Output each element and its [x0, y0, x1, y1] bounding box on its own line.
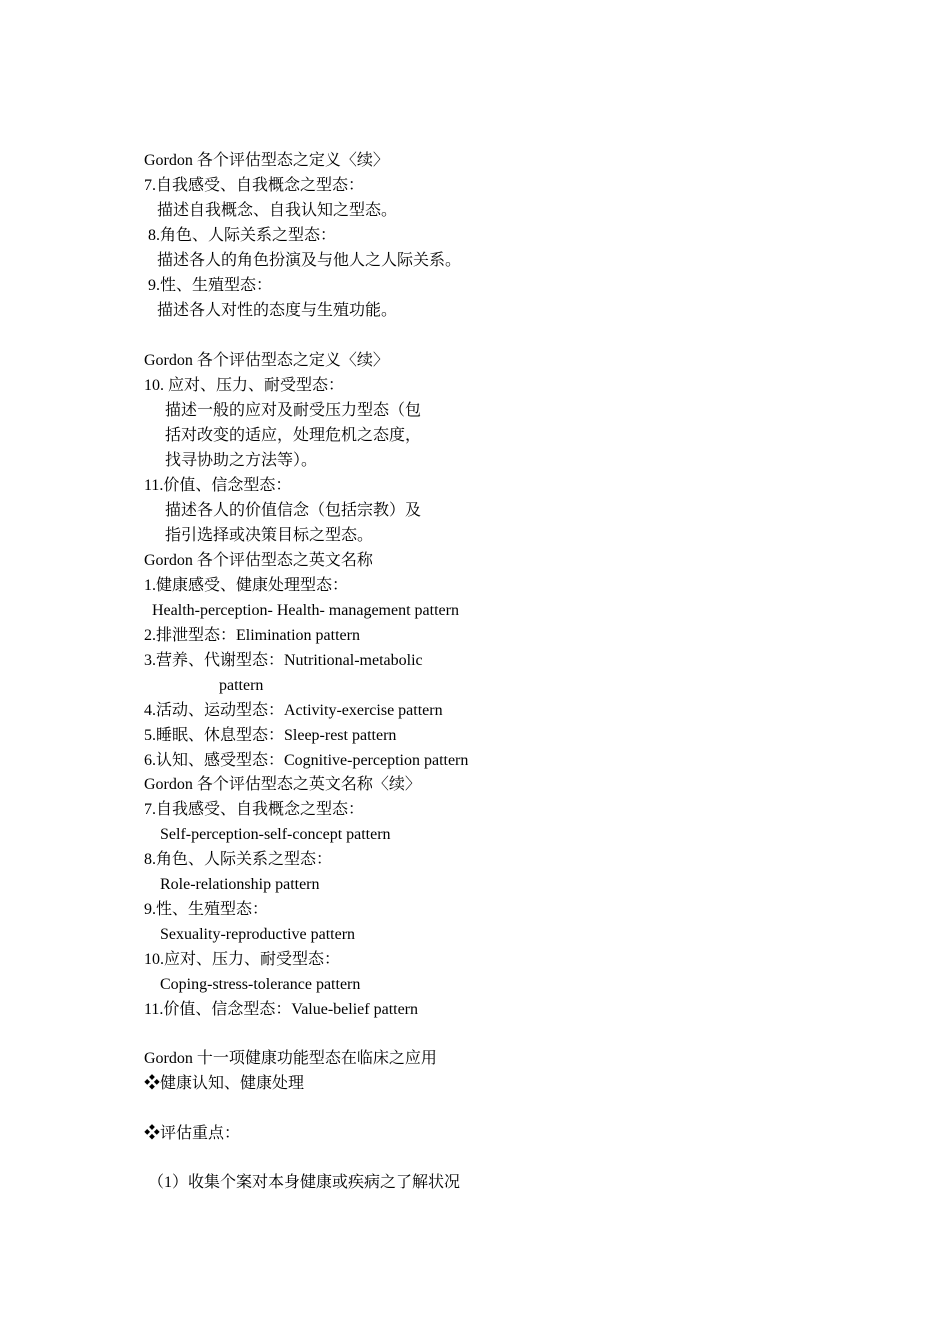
item-description: 描述各人对性的态度与生殖功能。	[157, 302, 398, 319]
section-heading: Gordon 各个评估型态之英文名称〈续〉	[144, 776, 421, 793]
item-description: 描述自我概念、自我认知之型态。	[157, 202, 398, 219]
list-item: 9.性、生殖型态：	[144, 901, 269, 918]
item-description: 描述一般的应对及耐受压力型态（包	[165, 402, 422, 419]
section-heading: Gordon 各个评估型态之定义〈续〉	[144, 352, 389, 369]
list-item: 7.自我感受、自我概念之型态：	[144, 177, 365, 194]
list-item: 2.排泄型态：Elimination pattern	[144, 627, 360, 644]
numbered-point: （1）收集个案对本身健康或疾病之了解状况	[148, 1174, 461, 1191]
item-description: 括对改变的适应，处理危机之态度，	[165, 427, 422, 444]
english-name: Sexuality-reproductive pattern	[160, 926, 356, 943]
bullet-item: ❖健康认知、健康处理	[144, 1075, 305, 1092]
item-description: 找寻协助之方法等）。	[165, 452, 318, 469]
english-name: Self-perception-self-concept pattern	[160, 826, 391, 843]
list-item: 9.性、生殖型态：	[148, 277, 273, 294]
list-item: 7.自我感受、自我概念之型态：	[144, 801, 365, 818]
list-item: 11.价值、信念型态：Value-belief pattern	[144, 1001, 419, 1018]
bullet-item: ❖评估重点：	[144, 1125, 241, 1142]
list-item: 1.健康感受、健康处理型态：	[144, 577, 349, 594]
english-name: pattern	[219, 677, 264, 694]
list-item: 11.价值、信念型态：	[144, 477, 292, 494]
section-heading: Gordon 各个评估型态之英文名称	[144, 552, 373, 569]
list-item: 3.营养、代谢型态：Nutritional-metabolic	[144, 652, 423, 669]
list-item: 10. 应对、压力、耐受型态：	[144, 377, 345, 394]
list-item: 5.睡眠、休息型态：Sleep-rest pattern	[144, 727, 397, 744]
list-item: 8.角色、人际关系之型态：	[148, 227, 337, 244]
list-item: 10.应对、压力、耐受型态：	[144, 951, 341, 968]
item-description: 指引选择或决策目标之型态。	[165, 527, 374, 544]
list-item: 8.角色、人际关系之型态：	[144, 851, 333, 868]
english-name: Health-perception- Health- management pattern	[152, 602, 459, 619]
english-name: Coping-stress-tolerance pattern	[160, 976, 361, 993]
list-item: 6.认知、感受型态：Cognitive-perception pattern	[144, 752, 469, 769]
item-description: 描述各人的价值信念（包括宗教）及	[165, 502, 422, 519]
section-heading: Gordon 各个评估型态之定义〈续〉	[144, 152, 389, 169]
section-heading: Gordon 十一项健康功能型态在临床之应用	[144, 1050, 437, 1067]
english-name: Role-relationship pattern	[160, 876, 320, 893]
list-item: 4.活动、运动型态：Activity-exercise pattern	[144, 702, 443, 719]
item-description: 描述各人的角色扮演及与他人之人际关系。	[157, 252, 462, 269]
